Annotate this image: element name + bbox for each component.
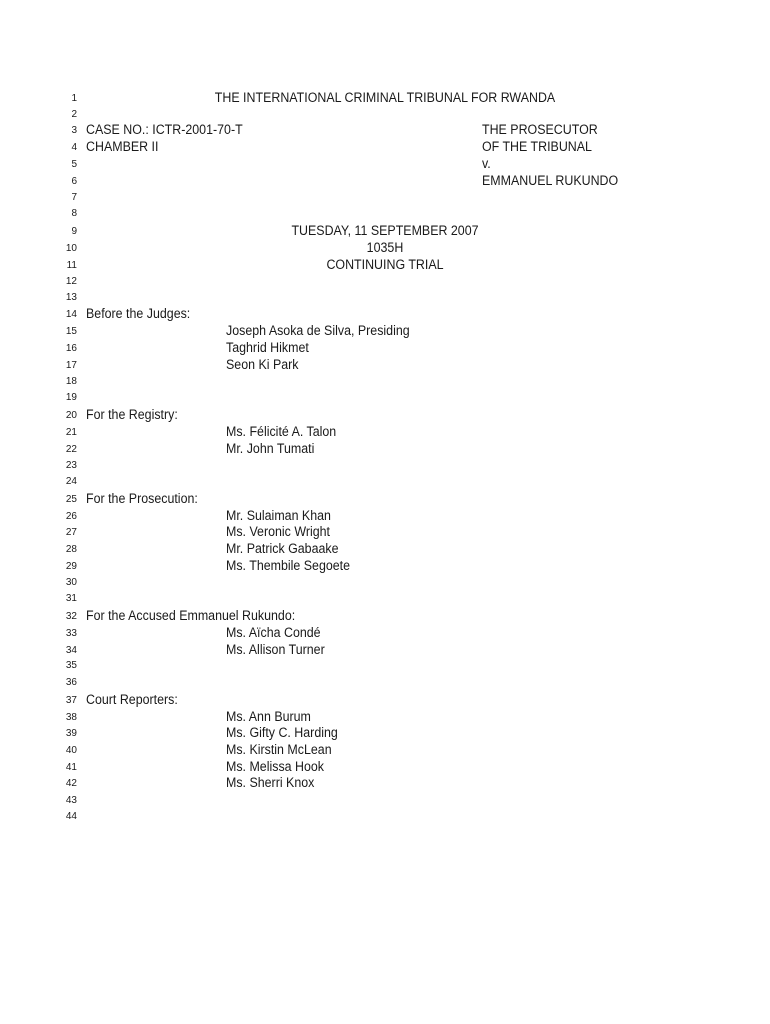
line-15 <box>0 323 770 340</box>
line-number: 15 <box>65 326 77 337</box>
prosecution-heading: For the Prosecution: <box>86 491 198 506</box>
line-number: 31 <box>65 593 77 604</box>
registry-heading: For the Registry: <box>86 407 178 422</box>
line-number: 8 <box>71 208 77 219</box>
line-27 <box>0 524 770 541</box>
line-number: 24 <box>65 476 77 487</box>
line-43 <box>0 792 770 809</box>
prosecution-name: Ms. Veronic Wright <box>226 524 331 539</box>
prosecution-name: Mr. Patrick Gabaake <box>226 541 339 556</box>
line-number: 34 <box>65 645 77 656</box>
reporters-heading: Court Reporters: <box>86 692 178 707</box>
reporter-name: Ms. Kirstin McLean <box>226 742 332 757</box>
line-16 <box>0 340 770 357</box>
line-32 <box>0 608 770 625</box>
line-number: 3 <box>71 125 77 136</box>
line-number: 27 <box>65 527 77 538</box>
line-19 <box>0 389 770 406</box>
judge-name: Seon Ki Park <box>226 357 299 372</box>
line-44 <box>0 808 770 825</box>
tribunal-title: THE INTERNATIONAL CRIMINAL TRIBUNAL FOR RWANDA <box>214 90 556 105</box>
line-number: 16 <box>65 343 77 354</box>
line-number: 41 <box>65 762 77 773</box>
line-number: 10 <box>65 243 77 254</box>
line-number: 37 <box>65 695 77 706</box>
line-38 <box>0 709 770 726</box>
line-number: 1 <box>71 93 77 104</box>
reporter-name: Ms. Gifty C. Harding <box>226 725 338 740</box>
line-36 <box>0 674 770 691</box>
line-number: 7 <box>71 192 77 203</box>
judge-name: Joseph Asoka de Silva, Presiding <box>226 323 410 338</box>
line-number: 18 <box>65 376 77 387</box>
line-number: 4 <box>71 142 77 153</box>
line-number: 21 <box>65 427 77 438</box>
line-7 <box>0 189 770 206</box>
line-number: 36 <box>65 677 77 688</box>
line-24 <box>0 473 770 490</box>
line-28 <box>0 541 770 558</box>
line-number: 22 <box>65 444 77 455</box>
line-number: 12 <box>65 276 77 287</box>
defence-name: Ms. Allison Turner <box>226 642 325 657</box>
line-41 <box>0 759 770 776</box>
line-22 <box>0 441 770 458</box>
line-11 <box>0 257 770 274</box>
line-5 <box>0 156 770 173</box>
reporter-name: Ms. Sherri Knox <box>226 775 315 790</box>
line-number: 9 <box>71 226 77 237</box>
line-13 <box>0 289 770 306</box>
line-number: 33 <box>65 628 77 639</box>
line-3 <box>0 122 770 139</box>
line-33 <box>0 625 770 642</box>
line-31 <box>0 590 770 607</box>
line-37 <box>0 692 770 709</box>
line-number: 13 <box>65 292 77 303</box>
line-number: 40 <box>65 745 77 756</box>
reporter-name: Ms. Melissa Hook <box>226 759 325 774</box>
line-26 <box>0 508 770 525</box>
parties-line-4: EMMANUEL RUKUNDO <box>482 173 619 188</box>
parties-line-1: THE PROSECUTOR <box>482 122 598 137</box>
session-time: 1035H <box>366 240 404 255</box>
line-number: 19 <box>65 392 77 403</box>
line-8 <box>0 205 770 222</box>
line-6 <box>0 173 770 190</box>
line-4 <box>0 139 770 156</box>
line-number: 2 <box>71 109 77 120</box>
defence-name: Ms. Aïcha Condé <box>226 625 321 640</box>
line-number: 43 <box>65 795 77 806</box>
registry-name: Ms. Félicité A. Talon <box>226 424 337 439</box>
line-number: 25 <box>65 494 77 505</box>
session-date: TUESDAY, 11 SEPTEMBER 2007 <box>291 223 479 238</box>
line-number: 39 <box>65 728 77 739</box>
line-number: 29 <box>65 561 77 572</box>
prosecution-name: Mr. Sulaiman Khan <box>226 508 331 523</box>
line-number: 30 <box>65 577 77 588</box>
line-39 <box>0 725 770 742</box>
case-number: CASE NO.: ICTR-2001-70-T <box>86 122 243 137</box>
judge-name: Taghrid Hikmet <box>226 340 309 355</box>
line-9 <box>0 223 770 240</box>
line-2 <box>0 106 770 123</box>
session-status: CONTINUING TRIAL <box>326 257 444 272</box>
line-number: 5 <box>71 159 77 170</box>
line-number: 17 <box>65 360 77 371</box>
line-number: 14 <box>65 309 77 320</box>
line-29 <box>0 558 770 575</box>
reporter-name: Ms. Ann Burum <box>226 709 311 724</box>
line-35 <box>0 657 770 674</box>
line-12 <box>0 273 770 290</box>
line-number: 26 <box>65 511 77 522</box>
parties-line-2: OF THE TRIBUNAL <box>482 139 592 154</box>
line-30 <box>0 574 770 591</box>
line-18 <box>0 373 770 390</box>
line-42 <box>0 775 770 792</box>
line-number: 32 <box>65 611 77 622</box>
line-20 <box>0 407 770 424</box>
chamber: CHAMBER II <box>86 139 159 154</box>
line-number: 20 <box>65 410 77 421</box>
prosecution-name: Ms. Thembile Segoete <box>226 558 351 573</box>
line-17 <box>0 357 770 374</box>
line-21 <box>0 424 770 441</box>
line-number: 42 <box>65 778 77 789</box>
line-number: 44 <box>65 811 77 822</box>
defence-heading: For the Accused Emmanuel Rukundo: <box>86 608 296 623</box>
line-40 <box>0 742 770 759</box>
parties-line-3: v. <box>482 156 491 171</box>
line-number: 38 <box>65 712 77 723</box>
line-23 <box>0 457 770 474</box>
line-number: 11 <box>66 260 77 271</box>
registry-name: Mr. John Tumati <box>226 441 315 456</box>
judges-heading: Before the Judges: <box>86 306 191 321</box>
line-14 <box>0 306 770 323</box>
line-number: 23 <box>65 460 77 471</box>
line-number: 35 <box>65 660 77 671</box>
line-number: 6 <box>71 176 77 187</box>
line-25 <box>0 491 770 508</box>
line-1 <box>0 90 770 107</box>
line-10 <box>0 240 770 257</box>
line-number: 28 <box>65 544 77 555</box>
